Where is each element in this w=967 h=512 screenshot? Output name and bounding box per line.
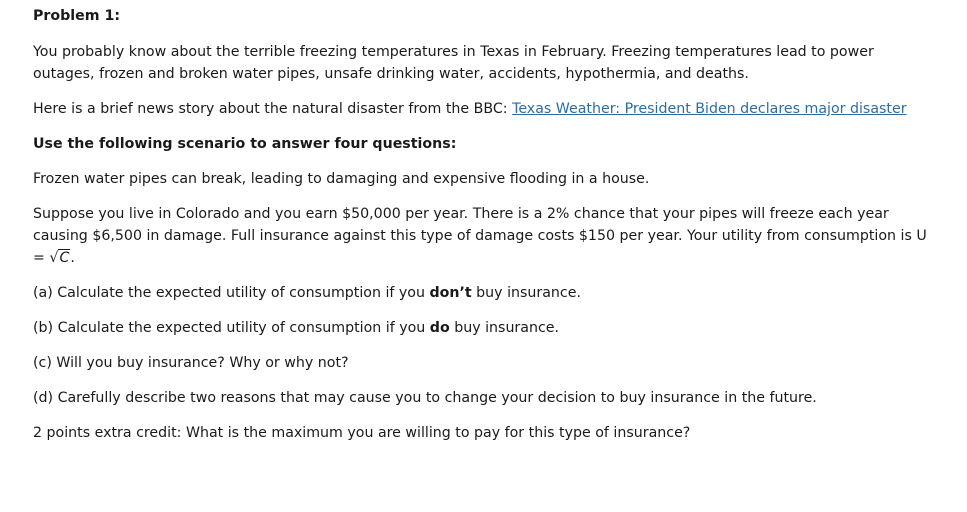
question-a-prefix: (a) Calculate the expected utility of consumption if you bbox=[33, 285, 430, 301]
sqrt-symbol: √ bbox=[49, 250, 59, 266]
scenario-heading: Use the following scenario to answer four questions: bbox=[33, 136, 457, 152]
question-c: (c) Will you buy insurance? Why or why not? bbox=[33, 355, 349, 371]
utility-variable: C bbox=[59, 250, 70, 266]
question-b-bold: do bbox=[429, 320, 450, 336]
setup-paragraph bbox=[33, 203, 938, 269]
question-a bbox=[33, 282, 938, 304]
utility-end: . bbox=[70, 250, 75, 266]
news-prefix: Here is a brief news story about the natural disaster from the BBC: bbox=[33, 101, 513, 117]
extra-credit: 2 points extra credit: What is the maximum you are willing to pay for this type of insurance? bbox=[33, 425, 691, 441]
problem-document bbox=[33, 5, 938, 457]
question-b-prefix: (b) Calculate the expected utility of consumption if you bbox=[33, 320, 430, 336]
question-a-bold: don’t bbox=[429, 285, 472, 301]
setup-text: Suppose you live in Colorado and you earn $50,000 per year. There is a 2% chance that your pipes will freeze each year causing $6,500 in damage. Full insurance against this type of damage costs $150 per year. Your utility from consumption is U = bbox=[33, 206, 927, 266]
scenario-paragraph: Frozen water pipes can break, leading to damaging and expensive flooding in a house. bbox=[33, 171, 650, 187]
news-paragraph bbox=[33, 98, 938, 120]
question-d: (d) Carefully describe two reasons that may cause you to change your decision to buy insurance in the future. bbox=[33, 390, 817, 406]
utility-formula bbox=[49, 247, 70, 269]
question-a-suffix: buy insurance. bbox=[471, 285, 581, 301]
question-b bbox=[33, 317, 938, 339]
problem-title: Problem 1: bbox=[33, 8, 121, 24]
bbc-news-link[interactable]: Texas Weather: President Biden declares major disaster bbox=[512, 101, 907, 117]
question-b-suffix: buy insurance. bbox=[449, 320, 559, 336]
intro-paragraph: You probably know about the terrible freezing temperatures in Texas in February. Freezing temperatures lead to power outages, frozen and broken water pipes, unsafe drinking water, accidents, hypothermia, and deaths. bbox=[33, 44, 874, 82]
